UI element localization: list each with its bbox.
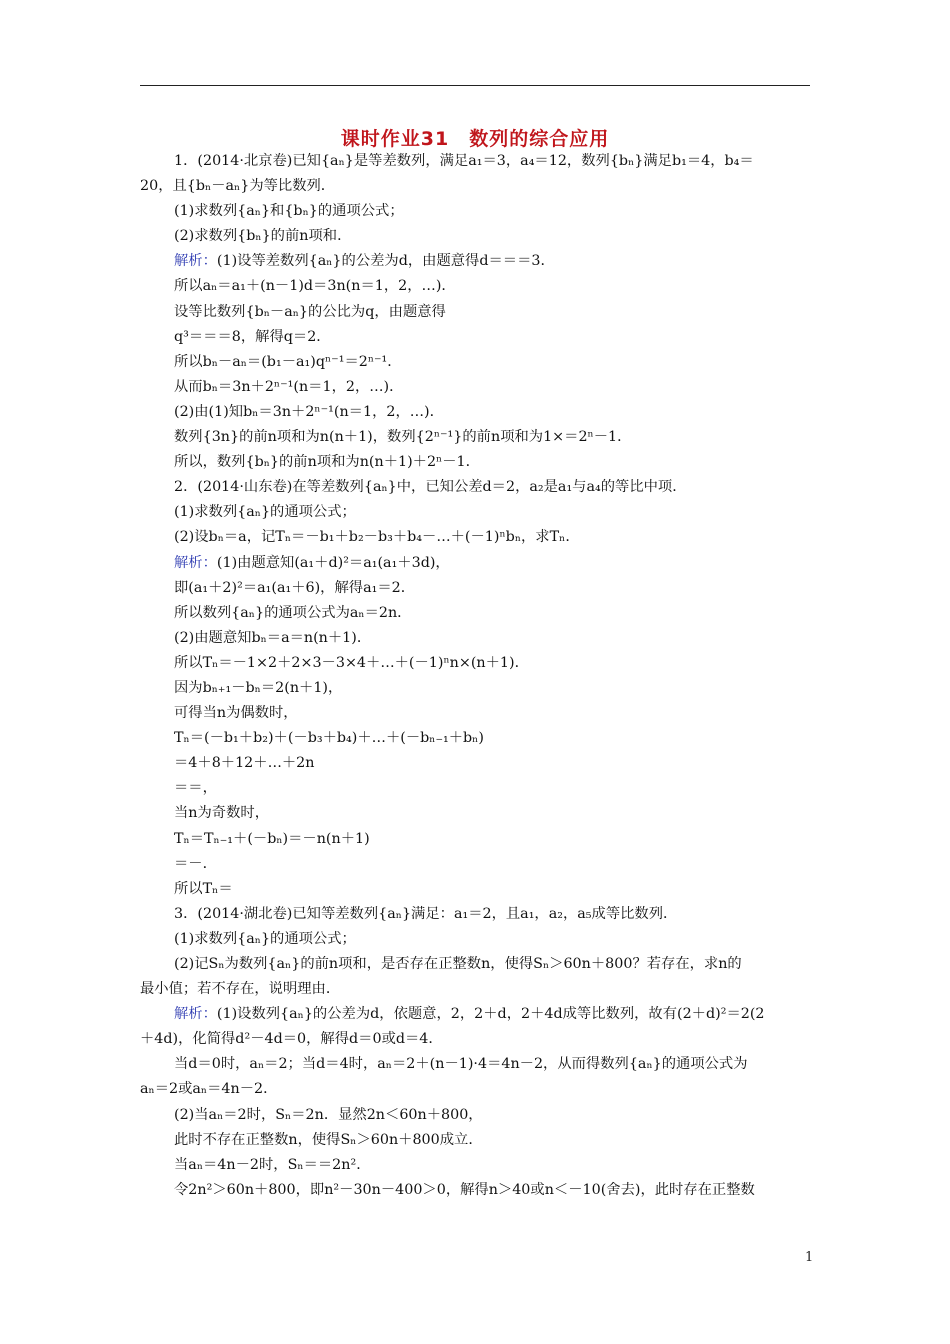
text-line	[140, 325, 812, 350]
line-text: (1)求数列{aₙ}的通项公式；	[174, 504, 356, 521]
text-line	[140, 274, 812, 299]
line-text: 当aₙ＝4n－2时，Sₙ＝＝2n²．	[174, 1156, 371, 1173]
line-text: (2)由(1)知bₙ＝3n＋2ⁿ⁻¹(n＝1，2，…)．	[174, 403, 444, 420]
line-text: aₙ＝2或aₙ＝4n－2．	[140, 1081, 278, 1098]
line-text: 所以，数列{bₙ}的前n项和为n(n＋1)＋2ⁿ－1．	[174, 454, 480, 471]
text-line	[140, 852, 812, 877]
text-line	[140, 877, 812, 902]
line-text: q³＝＝＝8，解得q＝2．	[174, 328, 331, 345]
text-line	[140, 1178, 812, 1203]
text-line	[140, 651, 812, 676]
text-line	[140, 525, 812, 550]
text-line	[140, 350, 812, 375]
line-text: 1．(2014·北京卷)已知{aₙ}是等差数列，满足a₁＝3，a₄＝12，数列{bₙ}满足b₁＝4，b₄＝	[174, 153, 754, 169]
line-text: (1)设等差数列{aₙ}的公差为d，由题意得d＝＝＝3．	[216, 253, 555, 270]
line-text: 可得当n为偶数时，	[174, 705, 298, 722]
text-line	[140, 1002, 812, 1027]
document-body	[140, 149, 812, 1203]
text-line	[140, 1103, 812, 1128]
line-text: 2．(2014·山东卷)在等差数列{aₙ}中，已知公差d＝2，a₂是a₁与a₄的等比中项．	[174, 479, 687, 496]
line-text: 最小值；若不存在，说明理由．	[140, 981, 341, 998]
line-text: 即(a₁＋2)²＝a₁(a₁＋6)，解得a₁＝2．	[174, 579, 416, 596]
line-text: Tₙ＝Tₙ₋₁＋(－bₙ)＝－n(n＋1)	[174, 830, 370, 847]
line-text: ＝4＋8＋12＋…＋2n	[174, 755, 315, 772]
line-text: Tₙ＝(－b₁＋b₂)＋(－b₃＋b₄)＋…＋(－bₙ₋₁＋bₙ)	[174, 730, 484, 747]
line-text: (2)当aₙ＝2时，Sₙ＝2n．显然2n＜60n＋800，	[174, 1106, 483, 1123]
line-text: 3．(2014·湖北卷)已知等差数列{aₙ}满足：a₁＝2，且a₁，a₂，a₅成等比数列．	[174, 905, 678, 922]
text-line	[140, 626, 812, 651]
text-line	[140, 475, 812, 500]
line-text: 从而bₙ＝3n＋2ⁿ⁻¹(n＝1，2，…)．	[174, 378, 404, 395]
line-text: (1)求数列{aₙ}和{bₙ}的通项公式；	[174, 203, 404, 220]
text-line	[140, 676, 812, 701]
text-line	[140, 400, 812, 425]
text-line	[140, 450, 812, 475]
text-line	[140, 927, 812, 952]
text-line	[140, 726, 812, 751]
text-line	[140, 500, 812, 525]
text-line	[140, 601, 812, 626]
text-line	[140, 1128, 812, 1153]
answer-label: 解析：	[174, 554, 217, 571]
text-line	[140, 224, 812, 249]
line-text: 因为bₙ₊₁－bₙ＝2(n＋1)，	[174, 679, 343, 696]
line-text: 20，且{bₙ－aₙ}为等比数列．	[140, 178, 336, 195]
text-line	[140, 375, 812, 400]
line-text: (2)由题意知bₙ＝a＝n(n＋1)．	[174, 629, 372, 646]
text-line	[140, 1052, 812, 1077]
line-text: 所以bₙ－aₙ＝(b₁－a₁)qⁿ⁻¹＝2ⁿ⁻¹．	[174, 353, 402, 370]
text-line	[140, 174, 812, 199]
text-line	[140, 1077, 812, 1102]
line-text: ＋4d)，化简得d²－4d＝0，解得d＝0或d＝4．	[140, 1031, 443, 1048]
text-line	[140, 300, 812, 325]
text-line	[140, 977, 812, 1002]
line-text: 令2n²＞60n＋800，即n²－30n－400＞0，解得n＞40或n＜－10(舍去)，此时存在正整数	[174, 1181, 755, 1198]
text-line	[140, 701, 812, 726]
line-text: 数列{3n}的前n项和为n(n＋1)，数列{2ⁿ⁻¹}的前n项和为1×＝2ⁿ－1．	[174, 429, 632, 446]
line-text: (2)设bₙ＝a，记Tₙ＝－b₁＋b₂－b₃＋b₄－…＋(－1)ⁿbₙ，求Tₙ．	[174, 529, 580, 546]
line-text: (2)记Sₙ为数列{aₙ}的前n项和，是否存在正整数n，使得Sₙ＞60n＋800？若存在，求n的	[174, 956, 742, 972]
line-text: (1)求数列{aₙ}的通项公式；	[174, 930, 356, 947]
text-line	[140, 801, 812, 826]
line-text: 所以数列{aₙ}的通项公式为aₙ＝2n．	[174, 604, 412, 621]
line-text: 所以aₙ＝a₁＋(n－1)d＝3n(n＝1，2，…)．	[174, 278, 456, 295]
text-line	[140, 199, 812, 224]
line-text: ＝－．	[174, 855, 217, 872]
text-line	[140, 1153, 812, 1178]
answer-label: 解析：	[174, 1006, 217, 1023]
text-line	[140, 751, 812, 776]
line-text: (1)设数列{aₙ}的公差为d，依题意，2，2＋d，2＋4d成等比数列，故有(2＋d)²＝2(2	[216, 1006, 765, 1023]
line-text: (2)求数列{bₙ}的前n项和．	[174, 228, 352, 245]
answer-label: 解析：	[174, 253, 217, 270]
text-line	[140, 827, 812, 852]
text-line	[140, 576, 812, 601]
text-line	[140, 776, 812, 801]
page-title: 课时作业31 数列的综合应用	[340, 128, 610, 150]
line-text: 当n为奇数时，	[174, 805, 269, 822]
text-line	[140, 249, 812, 274]
line-text: 当d＝0时，aₙ＝2；当d＝4时，aₙ＝2＋(n－1)·4＝4n－2，从而得数列{aₙ}的通项公式为	[174, 1056, 748, 1073]
line-text: ＝＝，	[174, 780, 217, 797]
text-line	[140, 952, 812, 977]
line-text: 所以Tₙ＝－1×2＋2×3－3×4＋…＋(－1)ⁿn×(n＋1)．	[174, 654, 529, 671]
text-line	[140, 425, 812, 450]
page-number: 1	[805, 1250, 814, 1265]
line-text: (1)由题意知(a₁＋d)²＝a₁(a₁＋3d)，	[216, 554, 450, 571]
line-text: 设等比数列{bₙ－aₙ}的公比为q，由题意得	[174, 303, 446, 320]
text-line	[140, 551, 812, 576]
header-rule	[140, 85, 810, 86]
line-text: 此时不存在正整数n，使得Sₙ＞60n＋800成立．	[174, 1131, 483, 1148]
text-line	[140, 149, 812, 174]
line-text: 所以Tₙ＝	[174, 880, 233, 897]
text-line	[140, 902, 812, 927]
text-line	[140, 1027, 812, 1052]
